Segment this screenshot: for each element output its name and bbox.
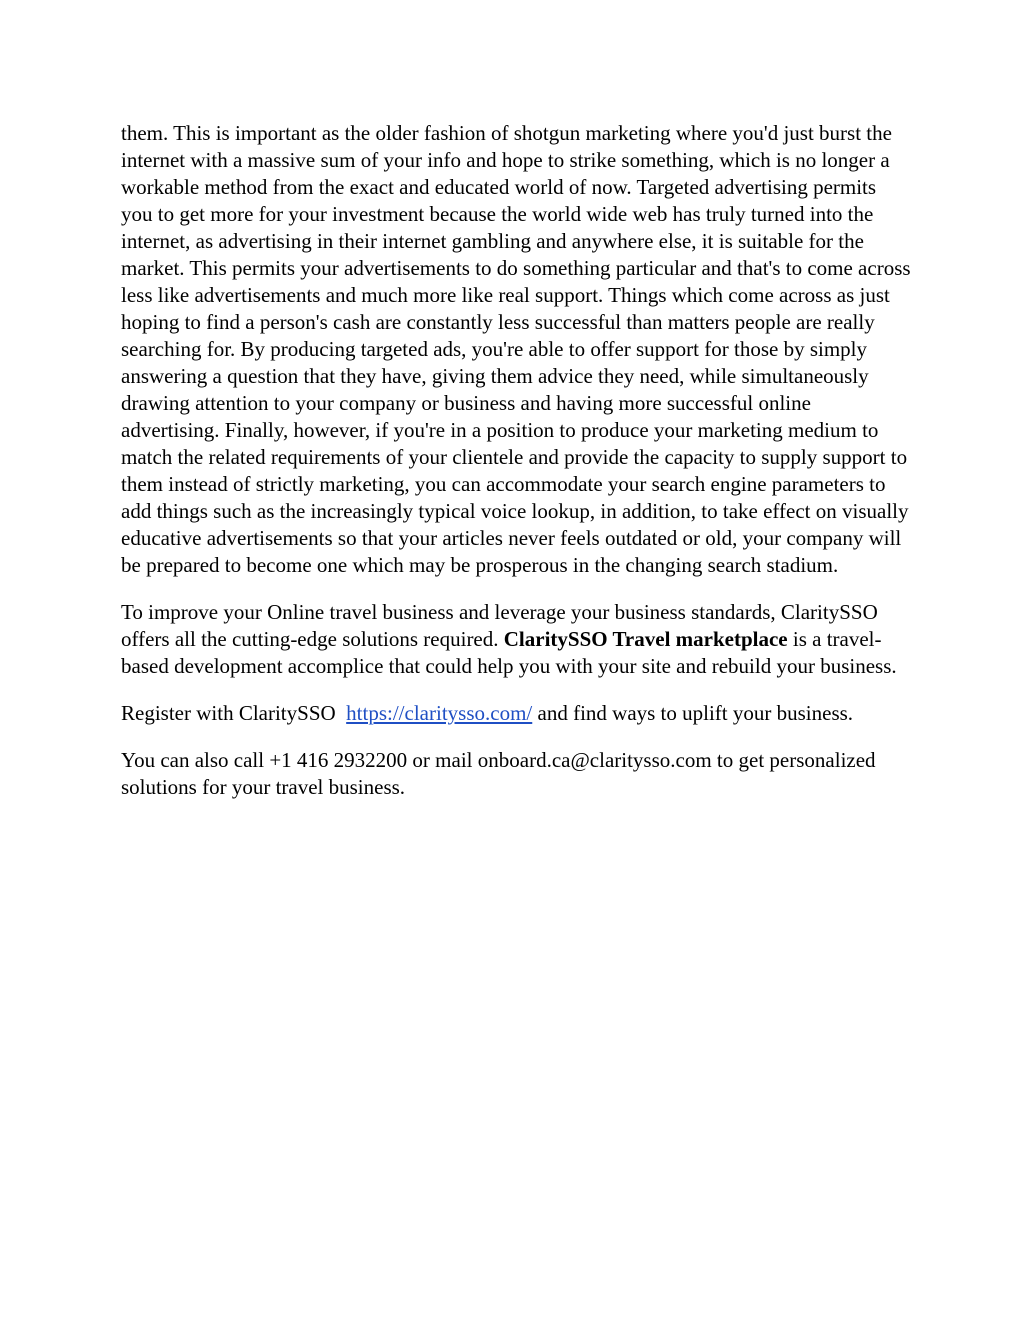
body-paragraph-1: them. This is important as the older fashion of shotgun marketing where you'd just burst the internet with a massive sum of your info and hope to strike something, which is no longer a workable method from the exact and educated world of now. Targeted advertising permits you to get more for your investment because the world wide web has truly turned into the internet, as advertising in their internet gambling and anywhere else, it is suitable for the market. This permits your advertisements to do something particular and that's to come across less like advertisements and much more like real support. Things which come across as just hoping to find a person's cash are constantly less successful than matters people are really searching for. By producing targeted ads, you're able to offer support for those by simply answering a question that they have, giving them advice they need, while simultaneously drawing attention to your company or business and having more successful online advertising. Finally, however, if you're in a position to produce your marketing medium to match the related requirements of your clientele and provide the capacity to supply support to them instead of strictly marketing, you can accommodate your search engine parameters to add things such as the increasingly typical voice lookup, in addition, to take effect on visually educative advertisements so that your articles never feels outdated or old, your company will be prepared to become one which may be prosperous in the changing search stadium. bbox=[121, 121, 911, 577]
body-paragraph-4: You can also call +1 416 2932200 or mail onboard.ca@claritysso.com to get personalized solutions for your travel business. bbox=[121, 748, 876, 799]
document-page bbox=[121, 120, 911, 821]
paragraph-2-text-before: To improve your Online travel business and leverage your business standards, ClaritySSO offers all the cutting-edge solutions required. bbox=[121, 600, 878, 651]
body-paragraph-3 bbox=[121, 700, 911, 727]
paragraph-3-text-after: and find ways to uplift your business. bbox=[532, 701, 854, 725]
paragraph-3-text-before: Register with ClaritySSO bbox=[121, 701, 347, 725]
paragraph-2-text-after: is a travel-based development accomplice that could help you with your site and rebuild your business. bbox=[121, 627, 897, 678]
claritysso-link[interactable]: https://claritysso.com/ bbox=[346, 701, 533, 725]
body-paragraph-2 bbox=[121, 599, 911, 680]
paragraph-2-bold-brand: ClaritySSO Travel marketplace bbox=[503, 627, 788, 651]
